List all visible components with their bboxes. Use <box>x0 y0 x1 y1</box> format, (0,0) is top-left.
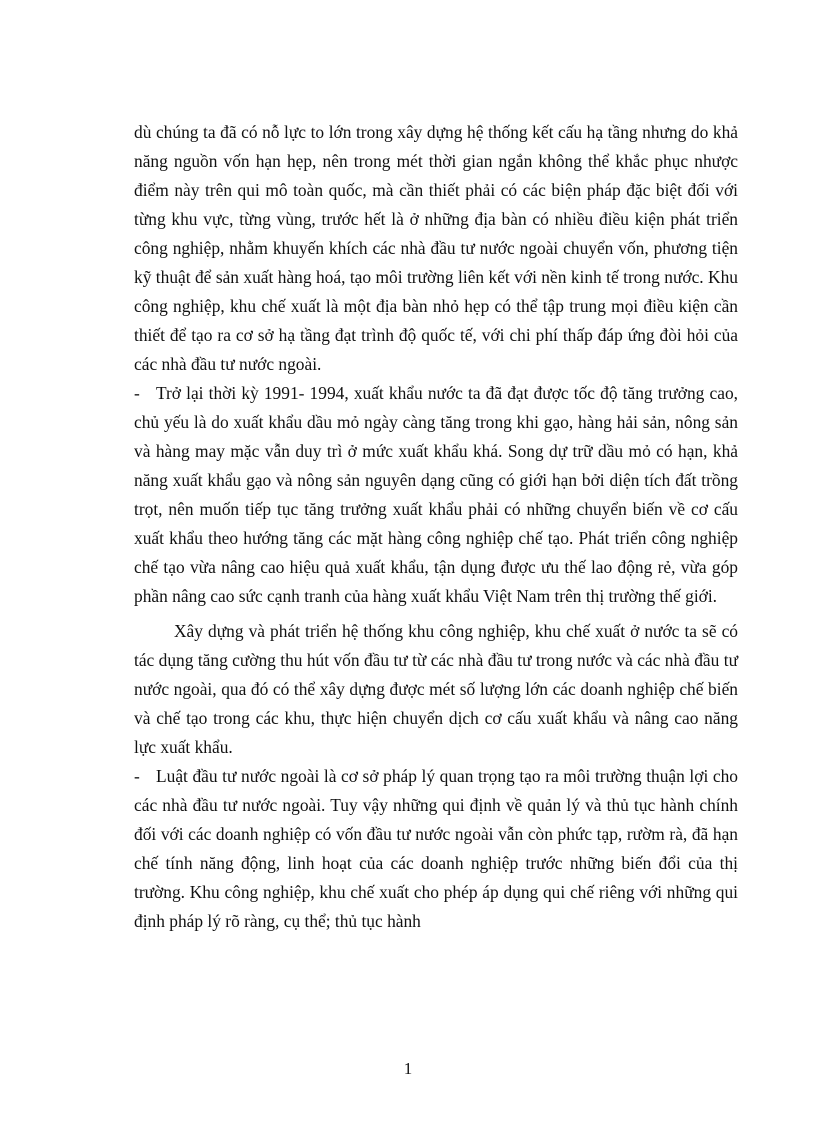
bullet-paragraph-export-growth <box>134 379 738 611</box>
document-body <box>134 118 738 936</box>
paragraph-text: dù chúng ta đã có nỗ lực to lớn trong xây dựng hệ thống kết cấu hạ tầng nhưng do khả năng nguồn vốn hạn hẹp, nên trong mét thời gian ngắn không thể khắc phục nhược điểm này trên qui mô toàn quốc, mà cần thiết phải có các biện pháp đặc biệt đối với từng khu vực, từng vùng, trước hết là ở những địa bàn có nhiều điều kiện phát triển công nghiệp, nhằm khuyến khích các nhà đầu tư nước ngoài chuyển vốn, phương tiện kỹ thuật để sản xuất hàng hoá, tạo môi trường liên kết với nền kinh tế trong nước. Khu công nghiệp, khu chế xuất là một địa bàn nhỏ hẹp có thể tập trung mọi điều kiện cần thiết để tạo ra cơ sở hạ tầng đạt trình độ quốc tế, với chi phí thấp đáp ứng đòi hỏi của các nhà đầu tư nước ngoài. <box>134 122 738 374</box>
bullet-paragraph-foreign-investment-law <box>134 762 738 936</box>
paragraph-text: Luật đầu tư nước ngoài là cơ sở pháp lý quan trọng tạo ra môi trường thuận lợi cho các nhà đầu tư nước ngoài. Tuy vậy những qui định về quản lý và thủ tục hành chính đối với các doanh nghiệp có vốn đầu tư nước ngoài vẫn còn phức tạp, rườm rà, đã hạn chế tính năng động, linh hoạt của các doanh nghiệp trước những biến đổi của thị trường. Khu công nghiệp, khu chế xuất cho phép áp dụng qui chế riêng với những qui định pháp lý rõ ràng, cụ thể; thủ tục hành <box>134 766 738 931</box>
page-number: 1 <box>403 1059 413 1078</box>
bullet-dash: - <box>134 383 140 403</box>
paragraph-industrial-zones <box>134 617 738 762</box>
bullet-dash: - <box>134 766 140 786</box>
paragraph-continuation <box>134 118 738 379</box>
paragraph-text: Xây dựng và phát triển hệ thống khu công nghiệp, khu chế xuất ở nước ta sẽ có tác dụng tăng cường thu hút vốn đầu tư từ các nhà đầu tư trong nước và các nhà đầu tư nước ngoài, qua đó có thể xây dựng được mét số lượng lớn các doanh nghiệp chế biến và chế tạo trong các khu, thực hiện chuyển dịch cơ cấu xuất khẩu và nâng cao năng lực xuất khẩu. <box>134 621 738 757</box>
paragraph-text: Trở lại thời kỳ 1991- 1994, xuất khẩu nước ta đã đạt được tốc độ tăng trưởng cao, chủ yếu là do xuất khẩu dầu mỏ ngày càng tăng trong khi gạo, hàng hải sản, nông sản và hàng may mặc vẫn duy trì ở mức xuất khẩu khá. Song dự trữ dầu mỏ có hạn, khả năng xuất khẩu gạo và nông sản nguyên dạng cũng có giới hạn bởi diện tích đất trồng trọt, nên muốn tiếp tục tăng trưởng xuất khẩu phải có những chuyển biến về cơ cấu xuất khẩu theo hướng tăng các mặt hàng công nghiệp chế tạo. Phát triển công nghiệp chế tạo vừa nâng cao hiệu quả xuất khẩu, tận dụng được ưu thế lao động rẻ, vừa góp phần nâng cao sức cạnh tranh của hàng xuất khẩu Việt Nam trên thị trường thế giới. <box>134 383 738 606</box>
